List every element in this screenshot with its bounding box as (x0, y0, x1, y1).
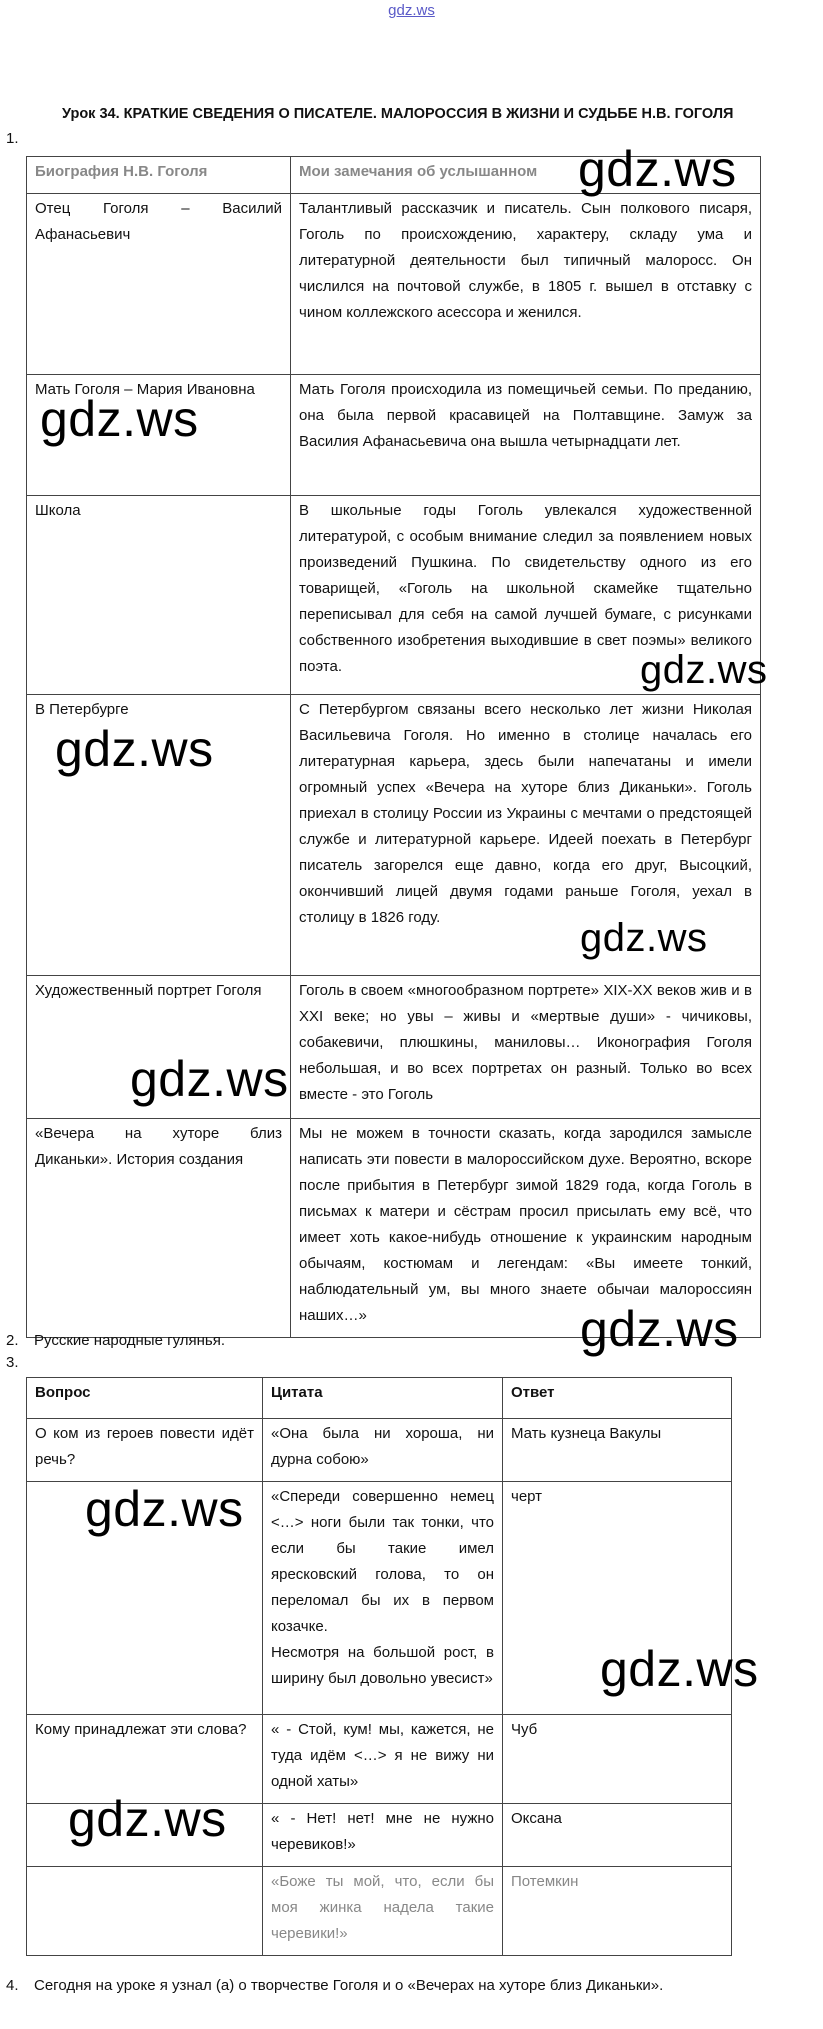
row-text: Талантливый рассказчик и писатель. Сын полкового писаря, Гоголь по происхождению, характеру, складу ума и литературной деятельности был типичный малоросс. Он числился на почтовой службе, в 1805 г. вышел в отставку с чином коллежского асессора и женился. (291, 194, 761, 375)
table-header-row (27, 157, 761, 194)
row-text: Гоголь в своем «многообразном портрете» XIX-XX веков жив и в XXI веке; но увы – живы и «мертвые души» - чичиковы, собакевичи, плюшкины, маниловы… Иконография Гоголя небольшая, и во всех портретах он разный. Только во всех вместе - это Гоголь (291, 976, 761, 1119)
row-label: «Вечера на хуторе близ Диканьки». История создания (27, 1119, 291, 1338)
item-text-4: Сегодня на уроке я узнал (а) о творчестве Гоголя и о «Вечерах на хуторе близ Диканьки». (34, 1977, 664, 1994)
row-label: Отец Гоголя – Василий Афанасьевич (27, 194, 291, 375)
biography-table (26, 156, 761, 1338)
watermark: gdz.ws (640, 648, 768, 692)
row-label: В Петербурге (27, 695, 291, 976)
top-watermark-link[interactable]: gdz.ws (388, 2, 435, 19)
table-row (27, 1119, 761, 1338)
question-cell: Кому принадлежат эти слова? (27, 1715, 263, 1804)
row-label: Школа (27, 496, 291, 695)
table-header: Биография Н.В. Гоголя (27, 157, 291, 194)
quote-cell: « - Стой, кум! мы, кажется, не туда идём <…> я не вижу ни одной хаты» (263, 1715, 503, 1804)
watermark: gdz.ws (85, 1481, 244, 1537)
question-cell: О ком из героев повести идёт речь? (27, 1419, 263, 1482)
watermark: gdz.ws (68, 1791, 227, 1847)
table-header-row (27, 1378, 732, 1419)
watermark: gdz.ws (580, 1301, 739, 1357)
table-row (27, 194, 761, 375)
table-header: Мои замечания об услышанном (291, 157, 761, 194)
quotes-table (26, 1377, 732, 1956)
table-row (27, 1715, 732, 1804)
table-row (27, 375, 761, 496)
question-cell (27, 1867, 263, 1956)
row-text: Мать Гоголя происходила из помещичьей семьи. По преданию, она была первой красавицей на Полтавщине. Замуж за Василия Афанасьевича она вышла четырнадцати лет. (291, 375, 761, 496)
quote-cell: «Боже ты мой, что, если бы моя жинка надела такие черевики!» (263, 1867, 503, 1956)
watermark: gdz.ws (55, 721, 214, 777)
question-cell (27, 1482, 263, 1715)
page-title: Урок 34. КРАТКИЕ СВЕДЕНИЯ О ПИСАТЕЛЕ. МАЛОРОССИЯ В ЖИЗНИ И СУДЬБЕ Н.В. ГОГОЛЯ (62, 106, 734, 122)
table-row (27, 496, 761, 695)
watermark: gdz.ws (580, 916, 708, 960)
table-row (27, 1482, 732, 1715)
item-number-2: 2. (6, 1332, 19, 1349)
answer-cell: Оксана (503, 1804, 732, 1867)
watermark: gdz.ws (130, 1051, 289, 1107)
quote-cell: «Она была ни хороша, ни дурна собою» (263, 1419, 503, 1482)
quote-cell: « - Нет! нет! мне не нужно черевиков!» (263, 1804, 503, 1867)
watermark: gdz.ws (600, 1641, 759, 1697)
answer-cell: Чуб (503, 1715, 732, 1804)
item-number-4: 4. (6, 1977, 19, 1994)
row-text: С Петербургом связаны всего несколько лет жизни Николая Васильевича Гоголя. Но именно в столице началась его литературная карьера, здесь были напечатаны и имели огромный успех «Вечера на хуторе близ Диканьки». Гоголь приехал в столицу России из Украины с мечтами о предстоящей службе и литературной карьере. Идеей поехать в Петербург писатель загорелся еще давно, когда его друг, Высоцкий, окончивший лицей двумя годами раньше Гоголя, уехал в столицу в 1826 году. (291, 695, 761, 976)
table-header: Ответ (503, 1378, 732, 1419)
watermark: gdz.ws (578, 141, 737, 197)
quote-cell: «Спереди совершенно немец <…> ноги были так тонки, что если бы такие имел яресковский голова, то он переломал бы их в первом козачке. Несмотря на большой рост, в ширину был довольно увесист» (263, 1482, 503, 1715)
item-text-2: Русские народные гулянья. (34, 1332, 226, 1349)
answer-cell: Мать кузнеца Вакулы (503, 1419, 732, 1482)
row-label: Мать Гоголя – Мария Ивановна (27, 375, 291, 496)
item-number-3: 3. (6, 1354, 19, 1371)
table-header: Цитата (263, 1378, 503, 1419)
table-row (27, 1804, 732, 1867)
table-row (27, 1419, 732, 1482)
answer-cell: Потемкин (503, 1867, 732, 1956)
table-header: Вопрос (27, 1378, 263, 1419)
row-text: Мы не можем в точности сказать, когда зародился замысле написать эти повести в малороссийском духе. Вероятно, вскоре после прибытия в Петербург зимой 1829 года, когда Гоголь в письмах к матери и сёстрам просил присылать ему всё, что имеет хоть какое-нибудь отношение к украинским народным обычаям, костюмам и легендам: «Вы имеете тонкий, наблюдательный ум, вы много знаете обычаи малороссиян наших…» (291, 1119, 761, 1338)
question-cell (27, 1804, 263, 1867)
row-label: Художественный портрет Гоголя (27, 976, 291, 1119)
item-number-1: 1. (6, 130, 19, 147)
answer-cell: черт (503, 1482, 732, 1715)
row-text: В школьные годы Гоголь увлекался художественной литературой, с особым внимание следил за появлением новых произведений Пушкина. По свидетельству одного из его товарищей, «Гоголь на школьной скамейке тщательно переписывал для себя на самой лучшей бумаге, с рисунками собственного изобретения выходившие в свет поэмы» великого поэта. (291, 496, 761, 695)
table-row (27, 976, 761, 1119)
watermark: gdz.ws (40, 391, 199, 447)
table-row (27, 1867, 732, 1956)
table-row (27, 695, 761, 976)
